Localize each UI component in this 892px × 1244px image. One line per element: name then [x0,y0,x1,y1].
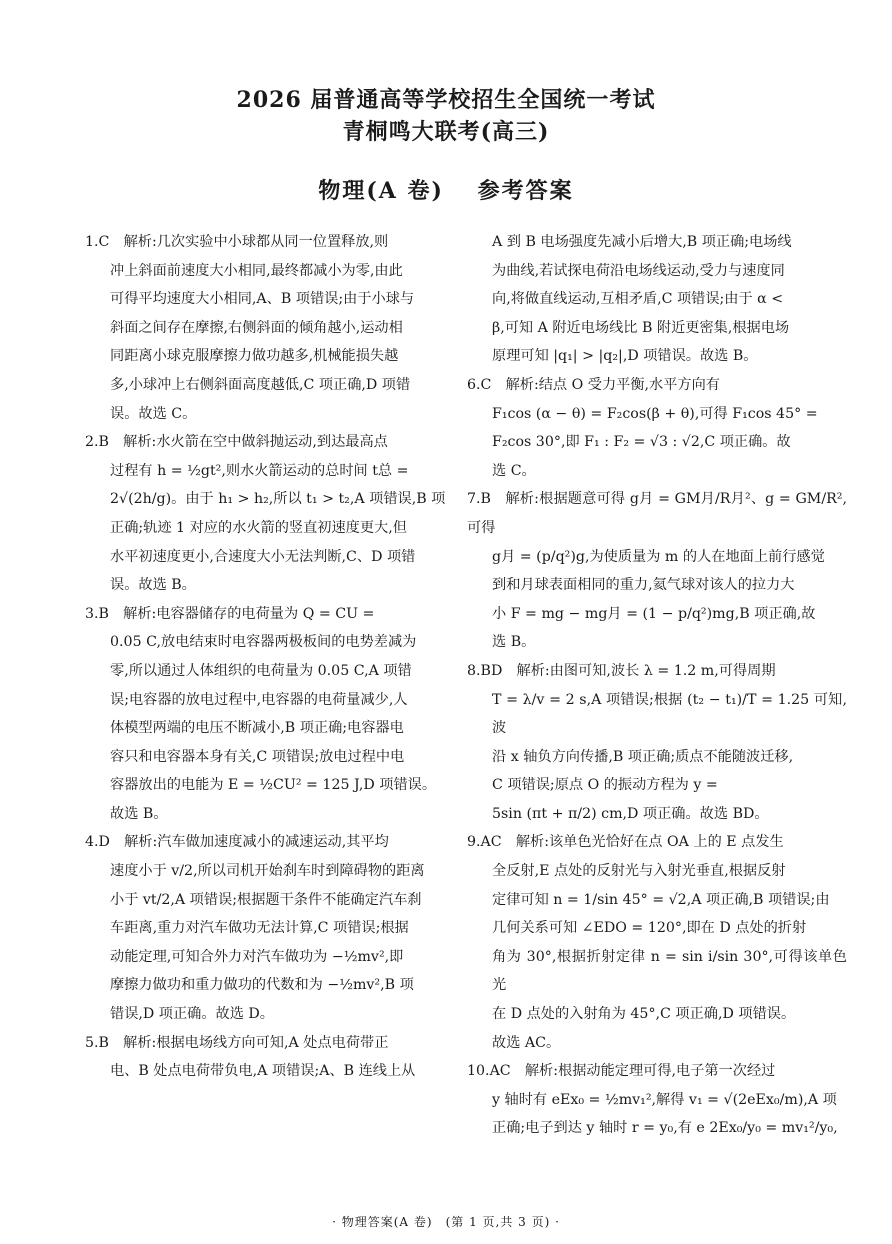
answer-line: 到和月球表面相同的重力,氦气球对该人的拉力大 [492,577,795,594]
answer-line: 全反射,E 点处的反射光与入射光垂直,根据反射 [492,863,786,880]
answer-line: 水平初速度更小,合速度大小无法判断,C、D 项错 [110,548,416,565]
answer-item [467,828,847,1057]
answer-line: 体模型两端的电压不断减小,B 项正确;电容器电 [110,720,404,737]
page-footer: · 物理答案(A 卷) (第 1 页,共 3 页) · [332,1215,560,1229]
answer-item [467,1057,847,1143]
answer-line: 2.B 解析:水火箭在空中做斜抛运动,到达最高点 [85,434,388,451]
answer-item [467,371,847,485]
answer-line: g月 = (p/q²)g,为使质量为 m 的人在地面上前行感觉 [492,548,825,565]
answer-line: 几何关系可知 ∠EDO = 120°,即在 D 点处的折射 [492,920,807,937]
answer-line: 选 B。 [492,634,536,651]
subject-name: 物理(A 卷) [318,178,444,204]
answer-line: 误。故选 B。 [110,577,196,594]
answer-item [85,228,465,428]
answer-line: 4.D 解析:汽车做加速度减小的减速运动,其平均 [85,834,389,851]
answer-line: 2√(2h/g)。由于 h₁ > h₂,所以 t₁ > t₂,A 项错误,B 项 [110,491,446,508]
answer-line: 7.B 解析:根据题意可得 g月 = GM月/R月²、g = GM/R²,可得 [467,491,847,536]
answer-line: 可得平均速度大小相同,A、B 项错误;由于小球与 [110,291,415,308]
answer-key-label: 参考答案 [477,178,574,204]
answer-line: 正确;轨迹 1 对应的水火箭的竖直初速度更大,但 [110,519,407,536]
answer-item [85,428,465,600]
answer-line: A 到 B 电场强度先减小后增大,B 项正确;电场线 [492,234,792,250]
answer-line: 3.B 解析:电容器储存的电荷量为 Q = CU = [85,605,375,622]
answer-line: 冲上斜面前速度大小相同,最终都减小为零,由此 [110,262,403,279]
answer-line: 故选 B。 [110,805,168,822]
answer-line: 8.BD 解析:由图可知,波长 λ = 1.2 m,可得周期 [467,662,776,679]
answer-line: 正确;电子到达 y 轴时 r = y₀,有 e 2Ex₀/y₀ = mv₁²/y₀, [492,1120,838,1137]
answer-line: F₁cos (α − θ) = F₂cos(β + θ),可得 F₁cos 45° = [492,405,818,422]
exam-title: 2026 届普通高等学校招生全国统一考试 [236,87,656,113]
answer-line: 错误,D 项正确。故选 D。 [110,1006,274,1023]
answer-line: 6.C 解析:结点 O 受力平衡,水平方向有 [467,376,720,393]
answer-line: 1.C 解析:几次实验中小球都从同一位置释放,则 [85,234,389,250]
answer-line: 容只和电容器本身有关,C 项错误;放电过程中电 [110,748,405,765]
answer-line: T = λ/v = 2 s,A 项错误;根据 (t₂ − t₁)/T = 1.25 可知,波 [492,691,847,737]
answer-line: 摩擦力做功和重力做功的代数和为 −½mv²,B 项 [110,977,414,994]
answer-item [467,228,847,371]
answer-item [467,485,847,657]
document-header [0,84,892,205]
answer-line: 小于 vt/2,A 项错误;根据题干条件不能确定汽车刹 [110,891,422,908]
answer-line: 小 F = mg − mg月 = (1 − p/q²)mg,B 项正确,故 [492,605,816,622]
answer-line: 5.B 解析:根据电场线方向可知,A 处点电荷带正 [85,1034,389,1051]
answer-line: 定律可知 n = 1/sin 45° = √2,A 项正确,B 项错误;由 [492,891,830,908]
answer-line: β,可知 A 附近电场线比 B 附近更密集,根据电场 [492,319,790,336]
answer-item [85,1029,465,1086]
answer-line: 车距离,重力对汽车做功无法计算,C 项错误;根据 [110,920,409,937]
right-column [467,228,847,1143]
answer-line: 容器放出的电能为 E = ½CU² = 125 J,D 项错误。 [110,777,437,794]
answer-line: 斜面之间存在摩擦,右侧斜面的倾角越小,运动相 [110,319,403,336]
answer-line: 电、B 处点电荷带负电,A 项错误;A、B 连线上从 [110,1063,416,1080]
subject-line [0,174,892,205]
left-column [85,228,465,1086]
answer-line: 5sin (πt + π/2) cm,D 项正确。故选 BD。 [492,805,769,822]
answer-line: 动能定理,可知合外力对汽车做功为 −½mv²,即 [110,948,404,965]
answer-line: 沿 x 轴负方向传播,B 项正确;质点不能随波迁移, [492,748,794,765]
answer-line: 误;电容器的放电过程中,电容器的电荷量减少,人 [110,691,408,708]
answer-item [85,828,465,1028]
answer-line: y 轴时有 eEx₀ = ½mv₁²,解得 v₁ = √(2eEx₀/m),A 项 [492,1091,837,1108]
answer-line: 原理可知 |q₁| > |q₂|,D 项错误。故选 B。 [492,348,758,365]
answer-item [467,657,847,829]
answer-line: 速度小于 v/2,所以司机开始刹车时到障碍物的距离 [110,863,425,880]
answer-line: 多,小球冲上右侧斜面高度越低,C 项正确,D 项错 [110,376,411,393]
answer-line: 同距离小球克服摩擦力做功越多,机械能损失越 [110,348,399,365]
answer-line: 10.AC 解析:根据动能定理可得,电子第一次经过 [467,1063,776,1080]
answer-line: 过程有 h = ½gt²,则水火箭运动的总时间 t总 = [110,462,409,479]
answer-line: F₂cos 30°,即 F₁ : F₂ = √3 : √2,C 项正确。故 [492,434,791,451]
answer-line: 误。故选 C。 [110,405,197,422]
exam-subtitle: 青桐鸣大联考(高三) [342,119,550,145]
answer-line: 故选 AC。 [492,1034,561,1051]
answer-item [85,600,465,829]
answer-line: 向,将做直线运动,互相矛盾,C 项错误;由于 α < [492,291,784,308]
answer-line: 9.AC 解析:该单色光恰好在点 OA 上的 E 点发生 [467,834,784,851]
answer-line: 角为 30°,根据折射定律 n = sin i/sin 30°,可得该单色光 [492,948,847,994]
answer-line: 选 C。 [492,462,536,479]
answer-line: 0.05 C,放电结束时电容器两极板间的电势差减为 [110,634,417,651]
answer-line: 在 D 点处的入射角为 45°,C 项正确,D 项错误。 [492,1006,796,1023]
answer-line: 零,所以通过人体组织的电荷量为 0.05 C,A 项错 [110,662,412,679]
answer-line: 为曲线,若试探电荷沿电场线运动,受力与速度同 [492,262,785,279]
answer-line: C 项错误;原点 O 的振动方程为 y = [492,777,718,794]
